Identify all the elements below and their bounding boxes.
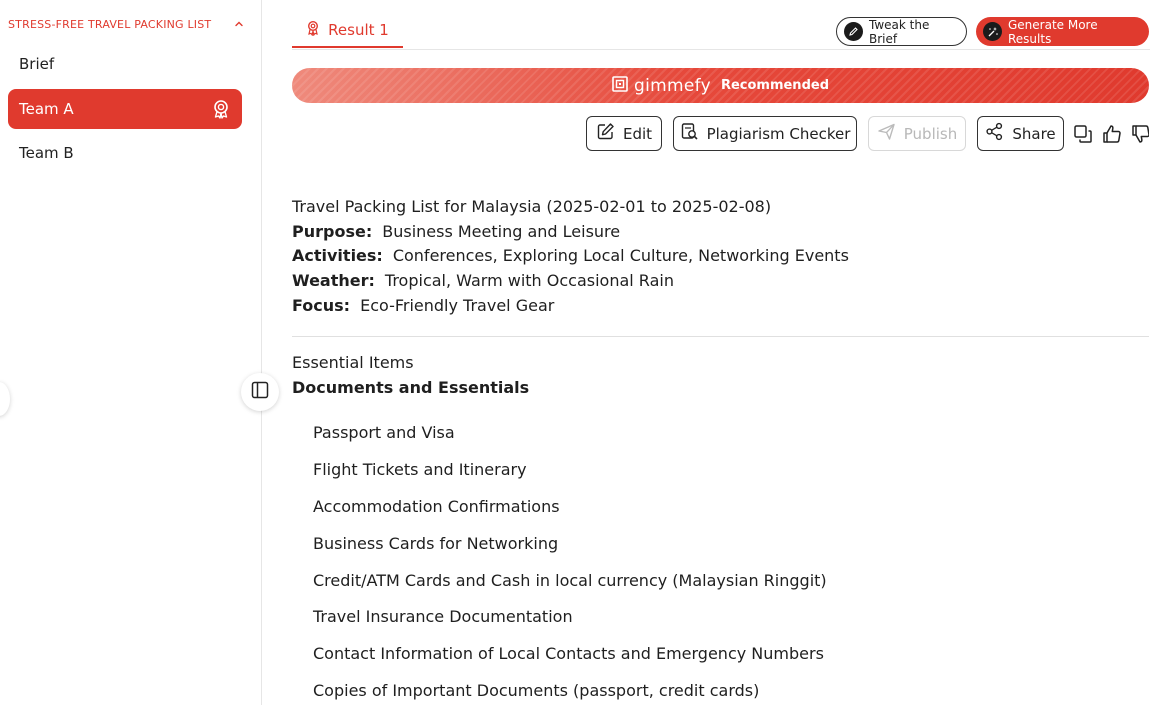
plagiarism-checker-button[interactable] (673, 116, 857, 151)
list-item: Passport and Visa (313, 423, 455, 442)
subsection-heading: Documents and Essentials (292, 378, 530, 397)
field-weather (292, 269, 1150, 294)
sidebar-item-label: Brief (19, 55, 55, 73)
list-item: Flight Tickets and Itinerary (313, 459, 527, 479)
publish-button[interactable] (868, 116, 966, 151)
edit-icon (596, 122, 615, 145)
tab-label: Result 1 (328, 21, 389, 39)
sidebar-item-label: Team A (19, 100, 74, 118)
essentials-list (313, 418, 827, 705)
tweak-brief-button[interactable] (836, 17, 967, 46)
field-purpose (292, 220, 1150, 245)
field-label: Activities: (292, 246, 383, 266)
copy-icon[interactable] (1073, 124, 1093, 144)
sidebar-project-header[interactable] (8, 16, 244, 32)
list-title: Travel Packing List for Malaysia (2025-02-01 to 2025-02-08) (292, 197, 772, 216)
field-label: Focus: (292, 295, 351, 315)
share-icon (985, 122, 1004, 145)
thumbs-down-icon[interactable] (1131, 124, 1149, 144)
edit-button[interactable] (586, 116, 662, 151)
brand-name: gimmefy (633, 75, 711, 96)
field-label: Purpose: (292, 221, 373, 241)
result-content (292, 195, 1150, 318)
generate-more-button[interactable] (976, 17, 1149, 46)
field-value: Tropical, Warm with Occasional Rain (384, 271, 674, 291)
sidebar-item-brief[interactable] (8, 44, 242, 84)
chevron-up-icon[interactable] (234, 19, 244, 29)
field-value: Conferences, Exploring Local Culture, Networking Events (392, 246, 849, 266)
generate-more-label: Generate More Results (1008, 17, 1098, 46)
thumbs-up-icon[interactable] (1102, 124, 1122, 144)
award-icon (210, 98, 232, 120)
field-focus (292, 294, 1150, 319)
section-heading: Essential Items (292, 353, 414, 372)
edit-label: Edit (622, 124, 653, 143)
list-item: Accommodation Confirmations (313, 496, 560, 516)
list-item: Credit/ATM Cards and Cash in local currency (Malaysian Ringgit) (313, 570, 827, 590)
sidebar-toggle-button[interactable] (241, 373, 279, 411)
pen-icon (844, 22, 863, 41)
award-icon (306, 20, 320, 40)
publish-label: Publish (903, 124, 958, 143)
gimmefy-logo-icon (612, 76, 628, 96)
field-value: Eco-Friendly Travel Gear (360, 295, 555, 315)
recommended-label: Recommended (720, 78, 829, 93)
sidebar-item-team-a[interactable] (8, 89, 242, 129)
field-value: Business Meeting and Leisure (382, 221, 621, 241)
list-item: Travel Insurance Documentation (313, 607, 573, 627)
tab-result-1[interactable] (292, 14, 403, 48)
share-label: Share (1012, 124, 1056, 143)
sidebar-toggle-icon (251, 381, 269, 403)
sidebar-item-team-b[interactable] (8, 133, 242, 173)
list-item: Copies of Important Documents (passport, credit cards) (313, 681, 760, 701)
tweak-brief-label: Tweak the Brief (869, 17, 930, 46)
sidebar-item-label: Team B (19, 144, 74, 162)
sidebar (0, 0, 262, 705)
list-item: Business Cards for Networking (313, 533, 559, 553)
project-title: STRESS-FREE TRAVEL PACKING LIST (8, 17, 212, 31)
sparkle-icon (983, 22, 1002, 41)
list-item: Contact Information of Local Contacts and Emergency Numbers (313, 644, 824, 664)
plagiarism-label: Plagiarism Checker (706, 124, 851, 143)
recommended-banner (292, 68, 1149, 103)
divider (292, 336, 1149, 337)
share-button[interactable] (977, 116, 1064, 151)
send-icon (877, 122, 896, 145)
plagiarism-icon (680, 122, 699, 145)
field-label: Weather: (292, 271, 375, 291)
field-activities (292, 244, 1150, 269)
